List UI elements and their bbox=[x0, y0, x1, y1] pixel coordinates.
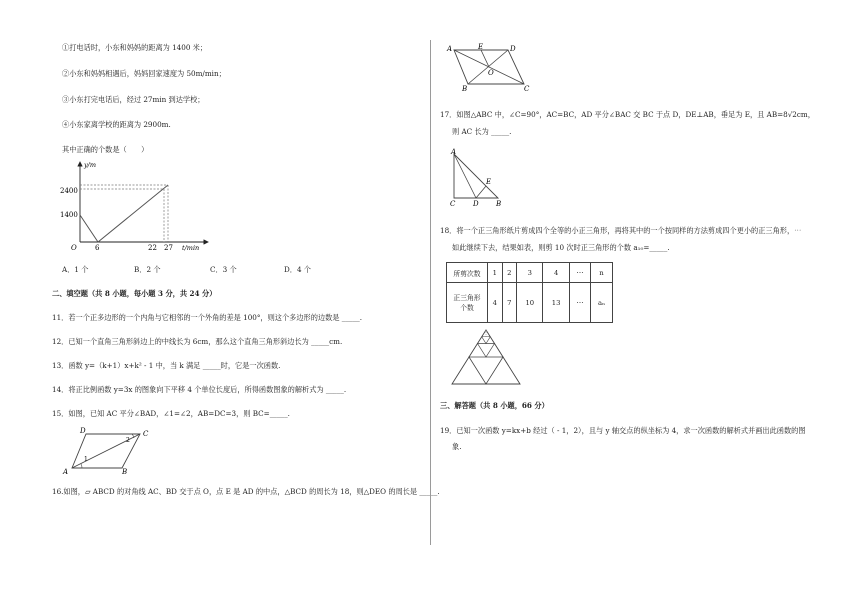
fig16-label-b: B bbox=[462, 85, 468, 92]
question-16: 16.如图，▱ ABCD 的对角线 AC、BD 交于点 O，点 E 是 AD 的中点，△BCD 的周长为 18，则△DEO 的周长是 _____. bbox=[52, 487, 440, 496]
figure-q16-parallelogram bbox=[444, 42, 534, 92]
question-18-line-2: 如此继续下去，结果如表，则剪 10 次时正三角形的个数 a₁₀=_____. bbox=[452, 243, 670, 252]
graph-y-tick-2400: 2400 bbox=[60, 187, 78, 195]
question-13: 13．函数 y=（k+1）x+k² - 1 中，当 k 满足 _____时，它是一次函数. bbox=[52, 361, 281, 370]
table-cell: 4 bbox=[543, 263, 569, 283]
graph-y-label: y/m bbox=[84, 161, 97, 169]
question-17-line-1: 17．如图△ABC 中，∠C=90°，AC=BC，AD 平分∠BAC 交 BC 于点 D，DE⊥AB，垂足为 E，且 AB=8√2cm， bbox=[440, 110, 815, 119]
column-divider bbox=[430, 40, 431, 545]
q10-choice-c: C．3 个 bbox=[210, 265, 237, 274]
q10-statement-3: ③小东打完电话后，经过 27min 到达学校； bbox=[62, 95, 205, 104]
q10-statement-1: ①打电话时，小东和妈妈的距离为 1400 米； bbox=[62, 43, 208, 52]
table-cell: 1 bbox=[488, 263, 503, 283]
question-18-line-1: 18．将一个正三角形纸片剪成四个全等的小正三角形，再将其中的一个按同样的方法剪成四个更小的正三角形，⋯ bbox=[440, 226, 802, 235]
question-11: 11．若一个正多边形的一个内角与它相邻的一个外角的差是 100°，则这个多边形的边数是 _____. bbox=[52, 313, 363, 322]
table-header-triangles: 正三角形个数 bbox=[447, 283, 488, 323]
fig15-label-d: D bbox=[80, 427, 86, 435]
table-cell: 2 bbox=[502, 263, 517, 283]
table-cell: 4 bbox=[488, 283, 503, 323]
table-cell: 10 bbox=[517, 283, 543, 323]
question-19-line-1: 19．已知一次函数 y=kx+b 经过（ - 1，2），且与 y 轴交点的纵坐标为 4，求一次函数的解析式并画出此函数的图 bbox=[440, 426, 806, 435]
fig16-label-o: O bbox=[488, 69, 494, 77]
q10-choice-b: B．2 个 bbox=[134, 265, 161, 274]
distance-time-graph bbox=[58, 158, 228, 252]
fig16-label-e: E bbox=[478, 43, 484, 51]
graph-x-tick-22: 22 bbox=[148, 244, 157, 252]
table-cell: ⋯ bbox=[569, 263, 590, 283]
figure-q15-trapezoid bbox=[60, 424, 170, 476]
graph-x-tick-6: 6 bbox=[95, 244, 100, 252]
table-header-cuts: 所剪次数 bbox=[447, 263, 488, 283]
table-row bbox=[447, 263, 613, 283]
q10-statement-2: ②小东和妈妈相遇后，妈妈回家速度为 50m/min； bbox=[62, 69, 226, 78]
fig17-label-e: E bbox=[486, 178, 492, 186]
figure-q17-right-triangle bbox=[446, 148, 506, 208]
fig17-label-d: D bbox=[473, 200, 479, 208]
fig16-label-a: A bbox=[447, 45, 453, 53]
right-column bbox=[432, 0, 860, 608]
question-14: 14．将正比例函数 y=3x 的图象向下平移 4 个单位长度后，所得函数图象的解析式为 _____. bbox=[52, 385, 347, 394]
fig17-label-a: A bbox=[451, 148, 457, 156]
fig17-label-c: C bbox=[450, 200, 456, 208]
q10-choice-d: D．4 个 bbox=[284, 265, 311, 274]
fig15-angle-1: 1 bbox=[84, 456, 88, 463]
table-cell: 13 bbox=[543, 283, 569, 323]
question-15: 15．如图，已知 AC 平分∠BAD，∠1=∠2，AB=DC=3，则 BC=_____. bbox=[52, 409, 290, 418]
section-2-heading: 二、填空题（共 8 小题，每小题 3 分，共 24 分） bbox=[52, 289, 217, 298]
fig15-angle-2: 2 bbox=[126, 437, 130, 444]
fig15-label-a: A bbox=[63, 468, 69, 476]
graph-x-tick-27: 27 bbox=[164, 244, 173, 252]
fig16-label-d: D bbox=[510, 45, 516, 53]
graph-origin-label: O bbox=[71, 244, 77, 252]
section-3-heading: 三、解答题（共 8 小题，66 分） bbox=[440, 401, 549, 410]
q10-choice-a: A．1 个 bbox=[62, 265, 89, 274]
fig15-label-c: C bbox=[143, 430, 149, 438]
q10-statement-4: ④小东家离学校的距离为 2900m. bbox=[62, 120, 171, 129]
table-cell: 7 bbox=[502, 283, 517, 323]
graph-x-label: t/min bbox=[182, 244, 200, 252]
question-17-line-2: 则 AC 长为 _____. bbox=[452, 127, 512, 136]
cutting-table bbox=[446, 262, 613, 323]
q10-question: 其中正确的个数是（ ） bbox=[62, 145, 149, 154]
fig15-label-b: B bbox=[122, 468, 128, 476]
table-cell: aₙ bbox=[591, 283, 613, 323]
fig16-label-c: C bbox=[524, 85, 530, 92]
fig17-label-b: B bbox=[496, 200, 502, 208]
table-cell: n bbox=[591, 263, 613, 283]
table-cell: ⋯ bbox=[569, 283, 590, 323]
table-cell: 3 bbox=[517, 263, 543, 283]
figure-q18-triangles bbox=[446, 326, 526, 388]
table-row bbox=[447, 283, 613, 323]
question-12: 12．已知一个直角三角形斜边上的中线长为 6cm，那么这个直角三角形斜边长为 _____cm. bbox=[52, 337, 343, 346]
graph-y-tick-1400: 1400 bbox=[60, 211, 78, 219]
question-19-line-2: 象. bbox=[452, 442, 462, 451]
